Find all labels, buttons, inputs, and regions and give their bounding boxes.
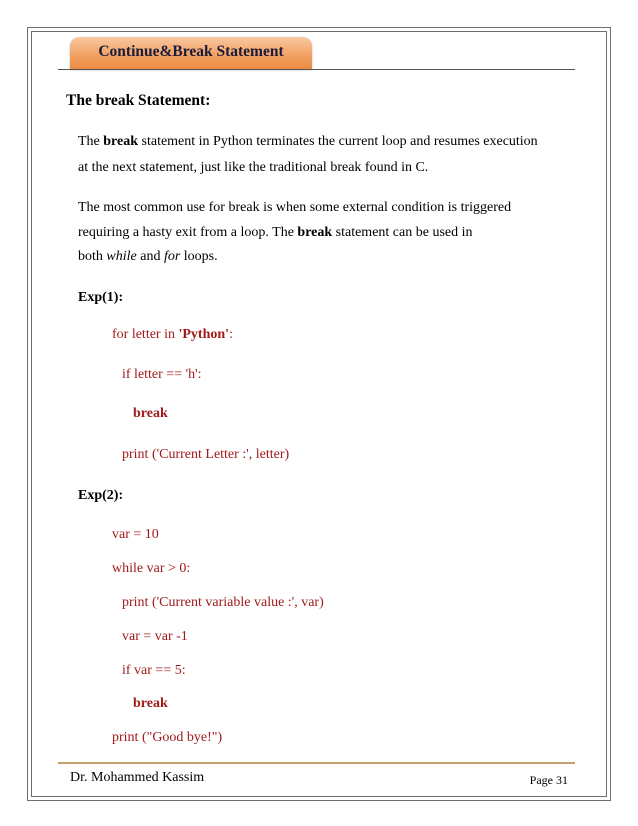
para1-line1	[78, 134, 538, 150]
code-line: print ('Current variable value :', var)	[122, 595, 324, 610]
code-line: break	[133, 696, 168, 711]
keyword-break: break	[103, 134, 139, 149]
text-run: requiring a hasty exit from a loop. The	[78, 225, 298, 240]
code-line: while var > 0:	[112, 561, 191, 576]
section-heading: The break Statement:	[66, 92, 211, 109]
code-line: print ('Current Letter :', letter)	[122, 447, 290, 462]
code-line: var = var -1	[122, 629, 188, 644]
code-text: :	[229, 327, 233, 342]
footer-rule	[58, 762, 575, 764]
code-line: if letter == 'h':	[122, 367, 202, 382]
example-2-label: Exp(2):	[78, 488, 124, 503]
text-run: and	[136, 249, 164, 264]
text-run: statement can be used in	[332, 225, 473, 240]
para2-line2	[78, 225, 473, 241]
code-line: print ("Good bye!")	[112, 730, 223, 745]
para2-line3	[78, 249, 218, 265]
text-run: loops.	[180, 249, 218, 264]
keyword-for: for	[163, 249, 181, 264]
code-text: for letter in	[112, 327, 179, 342]
keyword-break: break	[297, 225, 333, 240]
example-1-label: Exp(1):	[78, 290, 124, 305]
page-title: Continue&Break Statement	[98, 43, 284, 60]
footer-author: Dr. Mohammed Kassim	[70, 770, 205, 785]
text-run: The	[78, 134, 104, 149]
title-rule	[58, 69, 575, 70]
text-run: statement in Python terminates the current loop and resumes execution	[138, 134, 538, 149]
code-line	[112, 327, 233, 343]
keyword-while: while	[106, 249, 137, 264]
code-line: break	[133, 406, 168, 421]
code-string: 'Python'	[178, 327, 230, 342]
code-line: var = 10	[112, 527, 159, 542]
page-number: Page 31	[529, 773, 568, 787]
para1-line2: at the next statement, just like the traditional break found in C.	[78, 160, 429, 175]
para2-line1: The most common use for break is when some external condition is triggered	[78, 200, 512, 215]
text-run: both	[78, 249, 107, 264]
code-line: if var == 5:	[122, 663, 186, 678]
